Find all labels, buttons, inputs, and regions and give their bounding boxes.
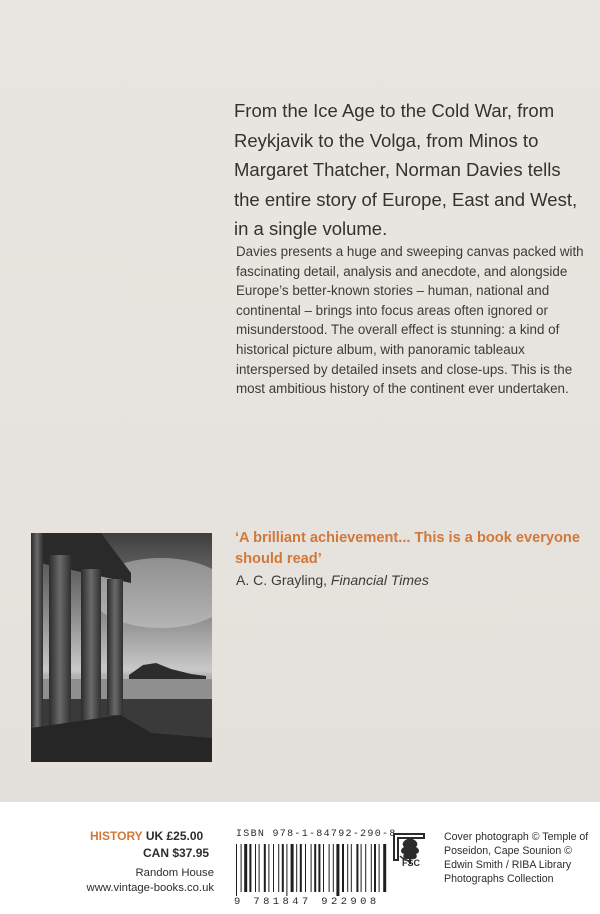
cover-credit: Cover photograph © Temple of Poseidon, Cape Sounion © Edwin Smith / RIBA Library Photographs Collection — [444, 831, 589, 885]
temple-photograph — [31, 533, 212, 762]
publisher-url: www.vintage-books.co.uk — [86, 882, 214, 894]
isbn-label: ISBN 978-1-84792-290-8 — [236, 829, 397, 840]
price-uk: UK £25.00 — [145, 829, 204, 843]
barcode-digits: 9 781847 922908 — [234, 896, 380, 908]
price-can: CAN $37.95 — [143, 846, 210, 860]
blurb-text: From the Ice Age to the Cold War, from Reykjavik to the Volga, from Minos to Margaret Thatcher, Norman Davies tells the entire story of Europe, East and West, in a single volume. — [234, 100, 578, 239]
quote-attribution — [236, 570, 586, 590]
publisher-name: Random House — [135, 867, 214, 879]
genre-price-line — [90, 828, 203, 844]
barcode — [234, 844, 388, 896]
quote-author: A. C. Grayling, — [236, 572, 331, 588]
fsc-label: FSC — [402, 858, 420, 868]
publisher-info — [77, 866, 214, 896]
description-text: Davies presents a huge and sweeping canvas packed with fascinating detail, analysis and anecdote, and alongside Europe’s better-known stories – human, national and continental – brings into focus areas often ignored or misunderstood. The overall effect is stunning: a kind of historical picture album, with panoramic tableaux interspersed by detailed insets and close-ups. This is the most ambitious history of the continent ever undertaken. — [236, 244, 584, 397]
review-quote: ‘A brilliant achievement... This is a book everyone should read’ — [235, 530, 580, 567]
quote-publication: Financial Times — [330, 572, 429, 588]
genre-label: HISTORY — [90, 829, 143, 843]
